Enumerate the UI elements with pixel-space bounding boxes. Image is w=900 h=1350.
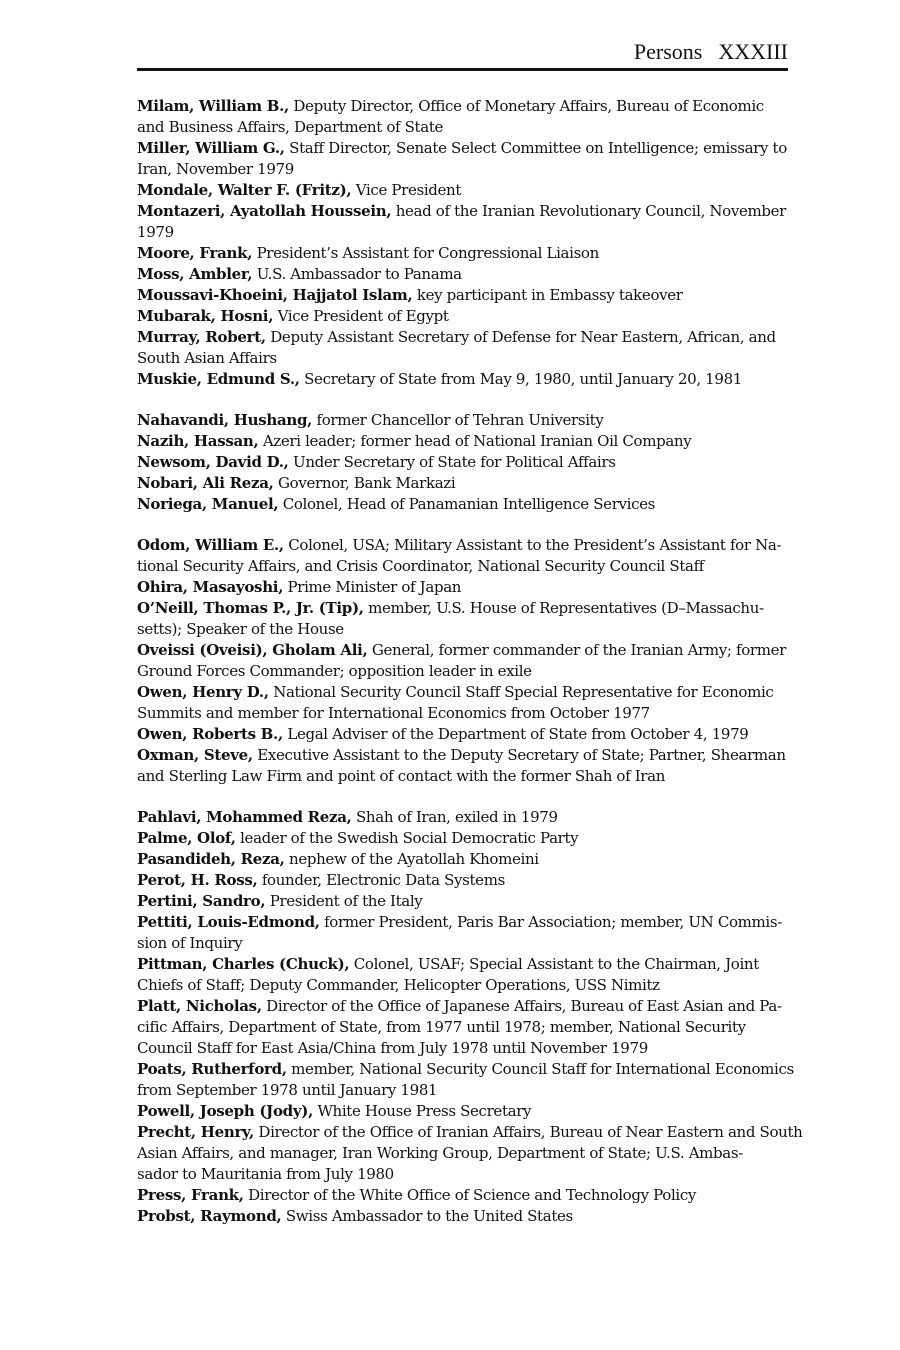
person-entry [137, 535, 788, 577]
letter-group [137, 410, 788, 515]
page-number: XXXIII [718, 39, 788, 64]
person-description: leader of the Swedish Social Democratic Party [240, 829, 579, 847]
person-description: former Chancellor of Tehran University [316, 411, 604, 429]
person-name: Mondale, Walter F. (Fritz), [137, 181, 352, 199]
person-name: Oveissi (Oveisi), Gholam Ali, [137, 641, 368, 659]
person-description: member, U.S. House of Representatives (D–Massachu- [368, 599, 764, 617]
entry-line [137, 1122, 803, 1143]
person-name: Perot, H. Ross, [137, 871, 258, 889]
person-description: Vice President [355, 181, 462, 199]
person-description: Secretary of State from May 9, 1980, until January 20, 1981 [304, 370, 742, 388]
person-name: Pasandideh, Reza, [137, 850, 285, 868]
entry-line [137, 138, 788, 159]
person-name: O’Neill, Thomas P., Jr. (Tip), [137, 599, 364, 617]
person-description: and Business Affairs, Department of State [137, 118, 444, 136]
person-description: founder, Electronic Data Systems [261, 871, 505, 889]
entry-line [137, 180, 788, 201]
person-entry [137, 494, 788, 515]
person-description: from September 1978 until January 1981 [137, 1081, 438, 1099]
person-description: Staff Director, Senate Select Committee on Intelligence; emissary to [289, 139, 787, 157]
entry-line [137, 1143, 788, 1164]
entry-line [137, 306, 788, 327]
entry-line [137, 1185, 788, 1206]
section-title: Persons [633, 39, 703, 64]
entry-line [137, 1101, 788, 1122]
person-description: Under Secretary of State for Political Affairs [293, 453, 616, 471]
person-name: Murray, Robert, [137, 328, 266, 346]
entry-line [137, 745, 788, 766]
person-description: Deputy Director, Office of Monetary Affairs, Bureau of Economic [293, 97, 764, 115]
letter-group [137, 807, 803, 1227]
entry-line [137, 264, 788, 285]
entry-line [137, 891, 788, 912]
entry-line [137, 954, 788, 975]
person-name: Muskie, Edmund S., [137, 370, 300, 388]
entry-line [137, 870, 788, 891]
person-description: Director of the Office of Japanese Affairs, Bureau of East Asian and Pa- [266, 997, 782, 1015]
person-entry [137, 828, 788, 849]
header-rule [137, 68, 788, 71]
person-description: Iran, November 1979 [137, 160, 294, 178]
person-name: Pahlavi, Mohammed Reza, [137, 808, 352, 826]
person-entry [137, 264, 788, 285]
person-description: Vice President of Egypt [277, 307, 449, 325]
entry-line [137, 975, 788, 996]
person-description: Azeri leader; former head of National Iranian Oil Company [262, 432, 692, 450]
person-description: Council Staff for East Asia/China from July 1978 until November 1979 [137, 1039, 648, 1057]
person-description: Shah of Iran, exiled in 1979 [356, 808, 558, 826]
running-header [137, 38, 788, 66]
person-description: President of the Italy [269, 892, 423, 910]
person-entry [137, 1122, 803, 1185]
person-description: Colonel, Head of Panamanian Intelligence Services [282, 495, 656, 513]
entry-line [137, 640, 788, 661]
person-entry [137, 849, 788, 870]
person-description: National Security Council Staff Special Representative for Economic [273, 683, 774, 701]
person-name: Odom, William E., [137, 536, 284, 554]
person-description: Director of the Office of Iranian Affairs, Bureau of Near Eastern and South [258, 1123, 803, 1141]
entry-line [137, 285, 788, 306]
person-entry [137, 473, 788, 494]
person-description: Colonel, USA; Military Assistant to the President’s Assistant for Na- [288, 536, 782, 554]
entry-line [137, 912, 788, 933]
person-name: Milam, William B., [137, 97, 289, 115]
person-entry [137, 870, 788, 891]
person-entry [137, 1206, 788, 1227]
person-description: Executive Assistant to the Deputy Secretary of State; Partner, Shearman [257, 746, 786, 764]
person-name: Moussavi-Khoeini, Hajjatol Islam, [137, 286, 413, 304]
person-name: Nobari, Ali Reza, [137, 474, 274, 492]
person-description: 1979 [137, 223, 174, 241]
person-description: White House Press Secretary [317, 1102, 532, 1120]
person-entry [137, 243, 788, 264]
entry-line [137, 1164, 788, 1185]
person-entry [137, 180, 788, 201]
person-name: Precht, Henry, [137, 1123, 254, 1141]
person-entry [137, 640, 788, 682]
person-description: U.S. Ambassador to Panama [256, 265, 462, 283]
entry-line [137, 431, 788, 452]
person-entry [137, 682, 788, 724]
person-name: Noriega, Manuel, [137, 495, 279, 513]
person-description: Director of the White Office of Science and Technology Policy [248, 1186, 697, 1204]
entry-line [137, 1206, 788, 1227]
letter-group [137, 535, 788, 787]
person-description: Prime Minister of Japan [287, 578, 462, 596]
person-entry [137, 891, 788, 912]
person-description: tional Security Affairs, and Crisis Coordinator, National Security Council Staff [137, 557, 704, 575]
person-entry [137, 996, 788, 1059]
letter-group [137, 96, 788, 390]
entry-line [137, 452, 788, 473]
person-description: member, National Security Council Staff for International Economics [291, 1060, 794, 1078]
entry-line [137, 473, 788, 494]
person-description: cific Affairs, Department of State, from 1977 until 1978; member, National Security [137, 1018, 746, 1036]
person-name: Pertini, Sandro, [137, 892, 266, 910]
person-description: Swiss Ambassador to the United States [285, 1207, 573, 1225]
entry-line [137, 96, 788, 117]
person-entry [137, 96, 788, 138]
entry-line [137, 535, 788, 556]
person-name: Probst, Raymond, [137, 1207, 282, 1225]
person-entry [137, 745, 788, 787]
person-name: Palme, Olof, [137, 829, 236, 847]
person-description: head of the Iranian Revolutionary Council, November [395, 202, 786, 220]
person-entry [137, 577, 788, 598]
entry-line [137, 327, 788, 348]
entry-line [137, 1080, 788, 1101]
person-entry [137, 201, 788, 243]
person-entry [137, 306, 788, 327]
person-entry [137, 369, 788, 390]
person-name: Mubarak, Hosni, [137, 307, 274, 325]
person-entry [137, 138, 788, 180]
entry-line [137, 117, 788, 138]
person-description: Ground Forces Commander; opposition leader in exile [137, 662, 532, 680]
entry-line [137, 556, 788, 577]
person-name: Miller, William G., [137, 139, 285, 157]
person-name: Newsom, David D., [137, 453, 289, 471]
entry-line [137, 1038, 788, 1059]
person-description: President’s Assistant for Congressional Liaison [256, 244, 599, 262]
person-entry [137, 1101, 788, 1122]
entry-line [137, 766, 788, 787]
person-description: Asian Affairs, and manager, Iran Working Group, Department of State; U.S. Ambas- [137, 1144, 743, 1162]
person-name: Pittman, Charles (Chuck), [137, 955, 350, 973]
person-entry [137, 431, 788, 452]
entry-line [137, 682, 788, 703]
person-description: Legal Adviser of the Department of State from October 4, 1979 [287, 725, 749, 743]
entry-line [137, 1017, 788, 1038]
person-entry [137, 912, 788, 954]
entry-line [137, 619, 788, 640]
person-description: setts); Speaker of the House [137, 620, 344, 638]
entry-line [137, 703, 788, 724]
person-entry [137, 327, 788, 369]
person-description: sion of Inquiry [137, 934, 243, 952]
person-name: Platt, Nicholas, [137, 997, 262, 1015]
entry-line [137, 348, 788, 369]
entry-line [137, 807, 788, 828]
entry-line [137, 849, 788, 870]
person-name: Nahavandi, Hushang, [137, 411, 313, 429]
person-name: Montazeri, Ayatollah Houssein, [137, 202, 392, 220]
person-description: key participant in Embassy takeover [416, 286, 683, 304]
entry-line [137, 724, 788, 745]
person-name: Oxman, Steve, [137, 746, 253, 764]
person-description: Chiefs of Staff; Deputy Commander, Helicopter Operations, USS Nimitz [137, 976, 660, 994]
person-entry [137, 285, 788, 306]
person-description: former President, Paris Bar Association; member, UN Commis- [324, 913, 782, 931]
person-description: nephew of the Ayatollah Khomeini [289, 850, 539, 868]
person-entry [137, 724, 788, 745]
entry-line [137, 201, 788, 222]
person-name: Moore, Frank, [137, 244, 253, 262]
person-entry [137, 1185, 788, 1206]
person-name: Owen, Henry D., [137, 683, 269, 701]
entry-line [137, 933, 788, 954]
person-description: and Sterling Law Firm and point of contact with the former Shah of Iran [137, 767, 666, 785]
entry-line [137, 828, 788, 849]
person-name: Ohira, Masayoshi, [137, 578, 284, 596]
person-entry [137, 954, 788, 996]
person-description: South Asian Affairs [137, 349, 277, 367]
person-entry [137, 807, 788, 828]
entry-line [137, 243, 788, 264]
entry-line [137, 369, 788, 390]
person-entry [137, 410, 788, 431]
person-name: Powell, Joseph (Jody), [137, 1102, 314, 1120]
person-description: Governor, Bank Markazi [278, 474, 456, 492]
entry-line [137, 598, 788, 619]
entry-line [137, 159, 788, 180]
person-name: Moss, Ambler, [137, 265, 253, 283]
person-description: sador to Mauritania from July 1980 [137, 1165, 394, 1183]
person-name: Press, Frank, [137, 1186, 244, 1204]
person-description: Deputy Assistant Secretary of Defense for Near Eastern, African, and [270, 328, 776, 346]
person-description: Summits and member for International Economics from October 1977 [137, 704, 650, 722]
person-name: Owen, Roberts B., [137, 725, 283, 743]
entry-line [137, 494, 788, 515]
person-entry [137, 1059, 794, 1101]
person-name: Poats, Rutherford, [137, 1060, 287, 1078]
entry-line [137, 996, 788, 1017]
entry-line [137, 222, 788, 243]
person-name: Nazih, Hassan, [137, 432, 259, 450]
entry-line [137, 410, 788, 431]
persons-list [137, 96, 803, 1247]
entry-line [137, 577, 788, 598]
person-entry [137, 598, 788, 640]
person-entry [137, 452, 788, 473]
entry-line [137, 1059, 794, 1080]
person-description: General, former commander of the Iranian Army; former [371, 641, 786, 659]
person-description: Colonel, USAF; Special Assistant to the Chairman, Joint [353, 955, 759, 973]
person-name: Pettiti, Louis-Edmond, [137, 913, 320, 931]
entry-line [137, 661, 788, 682]
